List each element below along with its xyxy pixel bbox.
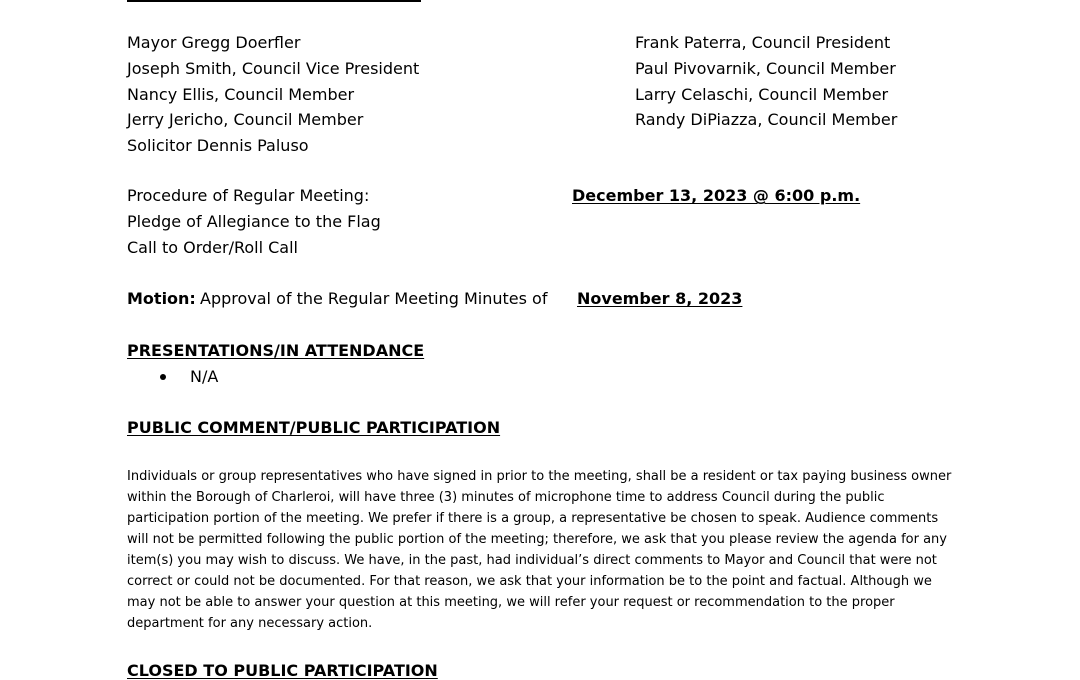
roster-entry: Frank Paterra, Council President <box>635 33 891 52</box>
meeting-date: December 13, 2023 @ 6:00 p.m. <box>572 186 861 205</box>
paragraph-line: Individuals or group representatives who have signed in prior to the meeting, shall be a resident or tax paying business owner <box>127 469 952 484</box>
paragraph-line: will not be permitted following the public portion of the meeting; therefore, we ask that you please review the agenda for any <box>127 532 947 547</box>
roster-entry: Mayor Gregg Doerfler <box>127 33 301 52</box>
presentations-heading: PRESENTATIONS/IN ATTENDANCE <box>127 341 425 360</box>
procedure-item-pledge: Pledge of Allegiance to the Flag <box>127 212 381 231</box>
roster-right-column <box>635 30 897 133</box>
paragraph-line: participation portion of the meeting. We prefer if there is a group, a representative be chosen to speak. Audience comments <box>127 511 939 526</box>
procedure-item-roll-call: Call to Order/Roll Call <box>127 238 298 257</box>
roster-entry: Randy DiPiazza, Council Member <box>635 110 898 130</box>
bullet-icon <box>160 374 166 380</box>
paragraph-line: correct or could not be documented. For that reason, we ask that your information be to the point and factual. Although we <box>127 574 932 589</box>
roster-entry: Paul Pivovarnik, Council Member <box>635 58 896 78</box>
motion-label: Motion: <box>127 289 196 308</box>
presentations-item: N/A <box>190 367 219 386</box>
closed-heading: CLOSED TO PUBLIC PARTICIPATION <box>127 661 438 680</box>
paragraph-line: department for any necessary action. <box>127 616 373 631</box>
roster-entry: Solicitor Dennis Paluso <box>127 136 309 156</box>
paragraph-line: within the Borough of Charleroi, will have three (3) minutes of microphone time to address Council during the public <box>127 490 885 505</box>
roster-left-column <box>127 30 419 159</box>
paragraph-line: may not be able to answer your question at this meeting, we will refer your request or recommendation to the proper <box>127 595 895 610</box>
roster-entry: Jerry Jericho, Council Member <box>127 110 364 130</box>
public-comment-paragraph <box>127 466 952 634</box>
public-comment-heading: PUBLIC COMMENT/PUBLIC PARTICIPATION <box>127 418 501 437</box>
procedure-heading: Procedure of Regular Meeting: <box>127 186 370 205</box>
minutes-date: November 8, 2023 <box>577 289 743 308</box>
motion-text: Approval of the Regular Meeting Minutes of <box>200 289 548 308</box>
roster-entry: Joseph Smith, Council Vice President <box>127 58 420 78</box>
paragraph-line: item(s) you may wish to discuss. We have, in the past, had individual’s direct comments to Mayor and Council that were not <box>127 553 937 568</box>
header-underline <box>127 0 421 2</box>
roster-entry: Larry Celaschi, Council Member <box>635 84 889 104</box>
roster-entry: Nancy Ellis, Council Member <box>127 84 355 104</box>
